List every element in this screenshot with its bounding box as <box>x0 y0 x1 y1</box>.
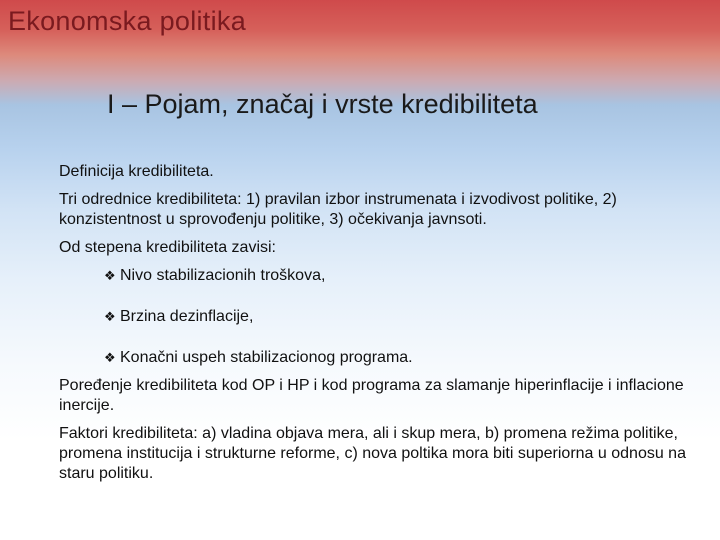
sub-list-item <box>104 266 699 286</box>
paragraph-depends-on: Od stepena kredibiliteta zavisi: <box>59 239 276 256</box>
diamond-bullet-icon: ❖ <box>104 268 116 283</box>
diamond-bullet-icon: ❖ <box>104 309 116 324</box>
sub-list-item <box>104 307 699 327</box>
sub-list-item-text: Brzina dezinflacije, <box>120 308 254 325</box>
paragraph-determinants: Tri odrednice kredibiliteta: 1) pravilan izbor instrumenata i izvodivost politike, 2) konzistentnost u sprovođenju politike, 3) očekivanja javnsoti. <box>59 191 617 228</box>
paragraph-factors: Faktori kredibiliteta: a) vladina objava mera, ali i skup mera, b) promena režima politike, promena institucija i strukturne reforme, c) nova poltika mora biti superiorna u odnosu na staru politiku. <box>59 425 686 482</box>
sub-list-item <box>104 348 699 368</box>
sub-list-item-text: Konačni uspeh stabilizacionog programa. <box>120 349 413 366</box>
sub-list-item-text: Nivo stabilizacionih troškova, <box>120 267 326 284</box>
paragraph-definition: Definicija kredibiliteta. <box>59 163 214 180</box>
paragraph-comparison: Poređenje kredibiliteta kod OP i HP i kod programa za slamanje hiperinflacije i inflacione inercije. <box>59 377 684 414</box>
slide-title: I – Pojam, značaj i vrste kredibiliteta <box>107 89 538 119</box>
slide-header: Ekonomska politika <box>8 6 247 36</box>
diamond-bullet-icon: ❖ <box>104 350 116 365</box>
slide-content <box>59 162 699 492</box>
